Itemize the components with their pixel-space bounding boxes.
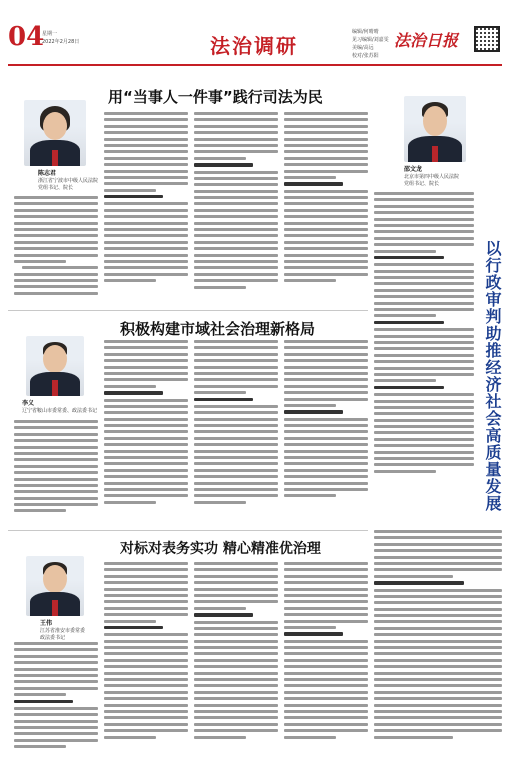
author-caption-1	[38, 170, 98, 192]
header-rule	[8, 64, 502, 66]
author-caption-2	[404, 166, 459, 188]
section-divider	[8, 310, 368, 311]
article-3-col-4	[284, 340, 368, 528]
article-4-col-1	[14, 642, 98, 766]
date-block	[42, 30, 79, 46]
section-title: 法治调研	[210, 34, 298, 58]
author-title: 辽宁省鞍山市委常委、政法委书记	[22, 408, 98, 414]
author-title: 政法委书记	[40, 635, 66, 641]
editor-credit: 见习编辑/刘嘉雯	[352, 37, 389, 43]
author-photo-2	[404, 96, 466, 162]
author-photo-4	[26, 556, 84, 616]
article-1-headline: 用“当事人一件事”践行司法为民	[108, 88, 323, 106]
article-1-col-3	[194, 112, 278, 306]
author-title: 浙江省宁波市中级人民法院	[38, 178, 99, 184]
issue-date: 2022年2月28日	[42, 39, 80, 45]
author-title: 江苏省淮安市委常委	[40, 628, 86, 634]
qr-code-icon	[474, 26, 500, 52]
editor-credit: 编辑/何晴晴	[352, 29, 379, 35]
editor-credit: 校对/张苏阳	[352, 53, 379, 59]
article-4-col-4	[284, 562, 368, 766]
author-name: 王伟	[40, 620, 53, 627]
article-4-headline: 对标对表务实功 精心精准优治理	[120, 541, 321, 557]
article-1-col-2	[104, 112, 188, 306]
article-3-col-2	[104, 340, 188, 528]
weekday: 星期一	[42, 31, 58, 37]
article-3-headline: 积极构建市域社会治理新格局	[120, 320, 316, 338]
article-2-col-1	[374, 192, 474, 522]
article-4-col-2	[104, 562, 188, 766]
author-title: 党组书记、院长	[404, 181, 440, 187]
article-1-col-4	[284, 112, 368, 306]
masthead	[0, 0, 510, 74]
author-caption-4	[40, 620, 85, 642]
page-number: 04	[8, 22, 45, 52]
newspaper-logo: 法治日报	[394, 31, 459, 50]
section-divider	[8, 530, 368, 531]
author-title: 北京市第四中级人民法院	[404, 174, 460, 180]
article-3-col-1	[14, 420, 98, 528]
article-2-col-2	[374, 530, 502, 764]
author-photo-3	[26, 336, 84, 396]
author-name: 陈志君	[38, 170, 57, 177]
article-4-col-3	[194, 562, 278, 766]
author-name: 邵文龙	[404, 166, 423, 173]
editor-credits	[352, 28, 389, 60]
editor-credit: 美编/高远	[352, 45, 374, 51]
article-3-col-3	[194, 340, 278, 528]
author-photo-1	[24, 100, 86, 166]
author-title: 党组书记、院长	[38, 185, 74, 191]
article-1-col-1	[14, 196, 98, 304]
author-caption-3	[22, 400, 102, 415]
author-name: 李义	[22, 400, 35, 407]
article-2-headline: 以行政审判助推经济社会高质量发展	[483, 240, 502, 512]
